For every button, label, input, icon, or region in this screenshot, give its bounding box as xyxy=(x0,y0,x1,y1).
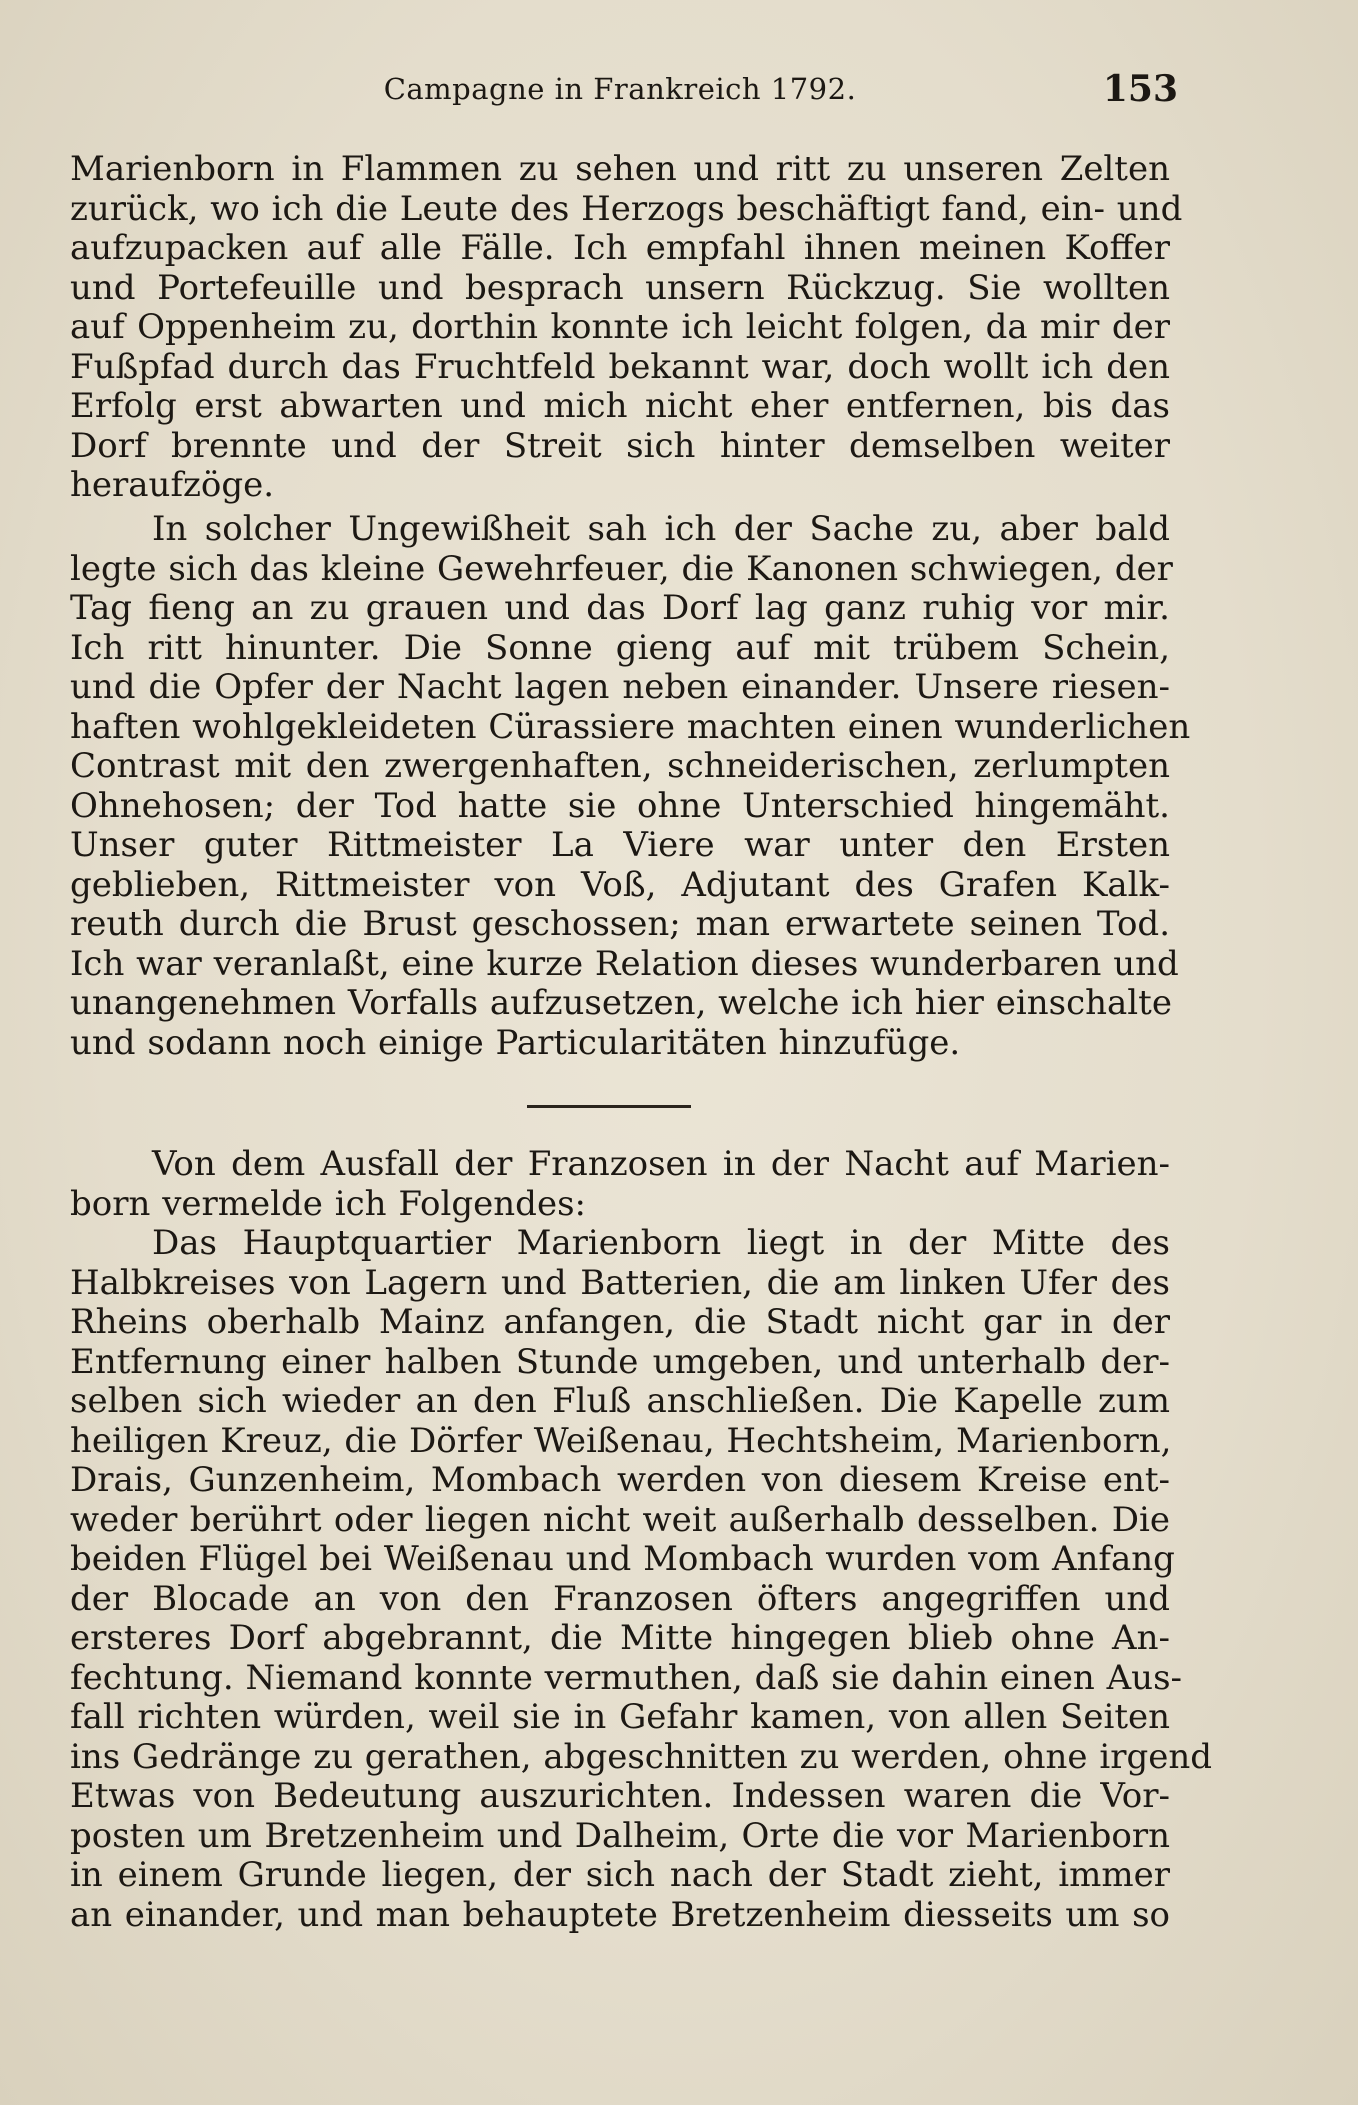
text-line: Ich war veranlaßt, eine kurze Relation dieses wunderbaren und xyxy=(70,943,1179,984)
text-line: und Portefeuille und besprach unsern Rückzug. Sie wollten xyxy=(70,267,1170,308)
text-line: fechtung. Niemand konnte vermuthen, daß sie dahin einen Aus- xyxy=(70,1657,1183,1698)
text-line: selben sich wieder an den Fluß anschließen. Die Kapelle zum xyxy=(70,1381,1170,1421)
text-line: Ohnehosen; der Tod hatte sie ohne Unterschied hingemäht. xyxy=(70,785,1170,826)
text-line: aufzupacken auf alle Fälle. Ich empfahl ihnen meinen Koffer xyxy=(70,228,1170,268)
text-line: Fußpfad durch das Fruchtfeld bekannt war, doch wollt ich den xyxy=(70,346,1170,387)
page-number: 153 xyxy=(1102,68,1178,110)
text-line: unangenehmen Vorfalls aufzusetzen, welche ich hier einschalte xyxy=(70,983,1172,1023)
text-line: Contrast mit den zwergenhaften, schneiderischen, zerlumpten xyxy=(70,746,1170,786)
text-block-after-rule xyxy=(70,1144,1213,1935)
text-line: beiden Flügel bei Weißenau und Mombach wurden vom Anfang xyxy=(70,1539,1175,1579)
text-line: Etwas von Bedeutung auszurichten. Indessen waren die Vor- xyxy=(70,1776,1170,1816)
text-line: Erfolg erst abwarten und mich nicht eher entfernen, bis das xyxy=(70,386,1170,426)
text-line: und die Opfer der Nacht lagen neben einander. Unsere riesen- xyxy=(70,667,1170,707)
text-line: posten um Bretzenheim und Dalheim, Orte die vor Marienborn xyxy=(70,1815,1170,1856)
text-block-before-rule-2 xyxy=(70,509,1191,1063)
text-line: geblieben, Rittmeister von Voß, Adjutant des Grafen Kalk- xyxy=(70,864,1170,905)
paragraph xyxy=(70,149,1183,506)
text-line: auf Oppenheim zu, dorthin konnte ich leicht folgen, da mir der xyxy=(70,307,1170,347)
text-line: heraufzöge. xyxy=(70,465,275,505)
text-line: ins Gedränge zu gerathen, abgeschnitten zu werden, ohne irgend xyxy=(70,1736,1213,1777)
text-line: Das Hauptquartier Marienborn liegt in der Mitte des xyxy=(152,1223,1170,1263)
text-block-before-rule xyxy=(70,149,1183,506)
text-line: Drais, Gunzenheim, Mombach werden von diesem Kreise ent- xyxy=(70,1460,1170,1500)
text-line: born vermelde ich Folgendes: xyxy=(70,1183,586,1224)
text-line: Halbkreises von Lagern und Batterien, die am linken Ufer des xyxy=(70,1262,1170,1303)
header-title: Campagne in Frankreich 1792. xyxy=(383,72,857,106)
text-line: Rheins oberhalb Mainz anfangen, die Stadt nicht gar in der xyxy=(70,1302,1170,1342)
text-line: in einem Grunde liegen, der sich nach der Stadt zieht, immer xyxy=(70,1855,1170,1895)
text-line: der Blocade an von den Franzosen öfters angegriffen und xyxy=(70,1578,1170,1619)
text-line: Marienborn in Flammen zu sehen und ritt zu unseren Zelten xyxy=(70,149,1170,189)
text-line: Ich ritt hinunter. Die Sonne gieng auf mit trübem Schein, xyxy=(70,627,1170,668)
text-line: Entfernung einer halben Stunde umgeben, und unterhalb der- xyxy=(70,1341,1170,1382)
text-line: heiligen Kreuz, die Dörfer Weißenau, Hechtsheim, Marienborn, xyxy=(70,1420,1172,1461)
text-line: Tag fieng an zu grauen und das Dorf lag ganz ruhig vor mir. xyxy=(70,588,1170,628)
text-line: In solcher Ungewißheit sah ich der Sache zu, aber bald xyxy=(152,509,1170,549)
text-line: weder berührt oder liegen nicht weit außerhalb desselben. Die xyxy=(70,1499,1170,1540)
paragraph xyxy=(70,509,1191,1063)
running-header xyxy=(70,68,1178,122)
text-line: haften wohlgekleideten Cürassiere machten einen wunderlichen xyxy=(70,706,1191,747)
text-line: reuth durch die Brust geschossen; man erwartete seinen Tod. xyxy=(70,904,1170,944)
text-line: Dorf brennte und der Streit sich hinter demselben weiter xyxy=(70,425,1170,466)
text-line: zurück, wo ich die Leute des Herzogs beschäftigt fand, ein- und xyxy=(70,188,1183,229)
text-line: an einander, und man behauptete Bretzenheim diesseits um so xyxy=(70,1894,1170,1935)
text-line: fall richten würden, weil sie in Gefahr kamen, von allen Seiten xyxy=(70,1697,1170,1737)
text-line: Von dem Ausfall der Franzosen in der Nacht auf Marien- xyxy=(152,1144,1170,1184)
text-line: Unser guter Rittmeister La Viere war unter den Ersten xyxy=(70,825,1170,865)
text-line: ersteres Dorf abgebrannt, die Mitte hingegen blieb ohne An- xyxy=(70,1618,1170,1658)
section-divider-rule xyxy=(527,1105,691,1108)
paragraph xyxy=(70,1223,1213,1935)
text-line: legte sich das kleine Gewehrfeuer, die Kanonen schwiegen, der xyxy=(70,548,1173,589)
paragraph xyxy=(70,1145,1170,1224)
text-line: und sodann noch einige Particularitäten hinzufüge. xyxy=(70,1022,961,1063)
